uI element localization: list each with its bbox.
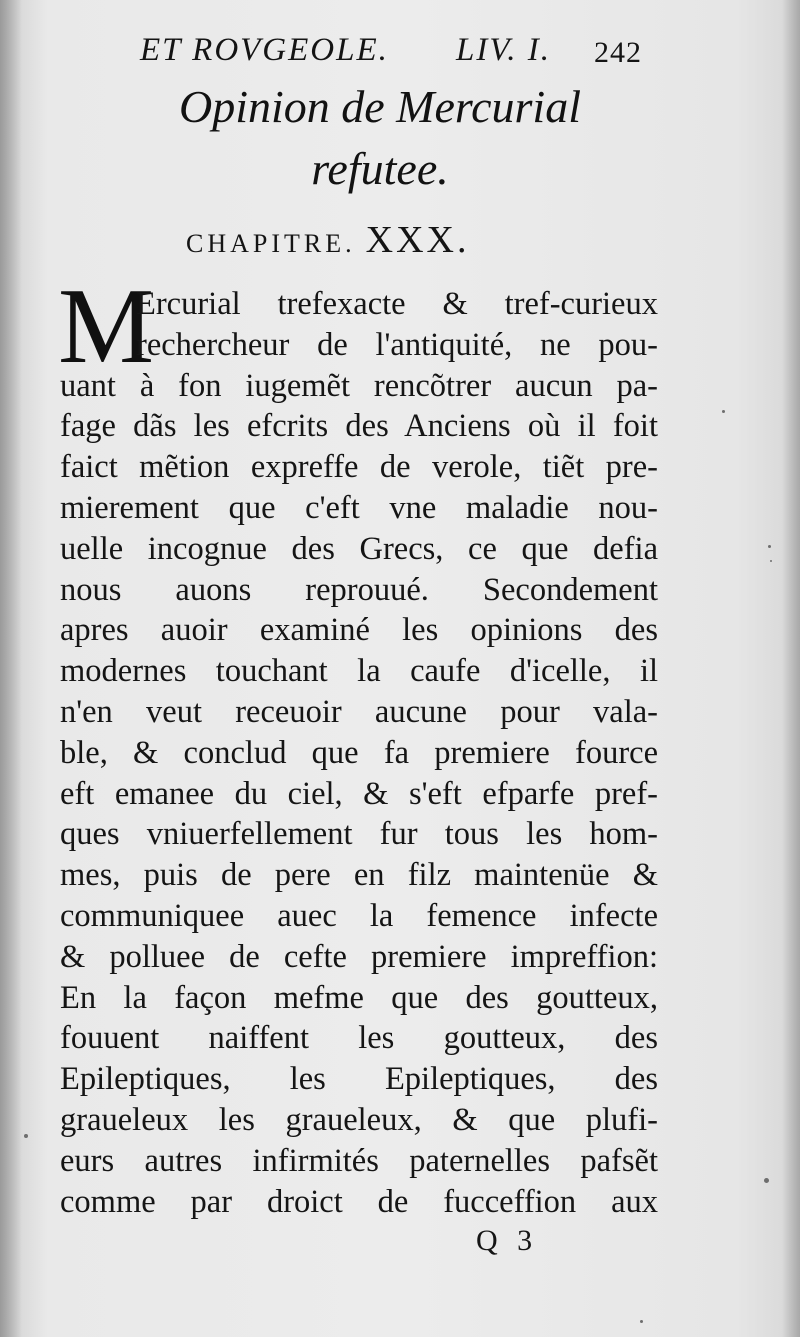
paper-speck [722, 410, 725, 413]
chapter-label-number: XXX. [365, 219, 470, 261]
text-line: comme par droict de fucceffion aux [60, 1183, 658, 1220]
text-line: Epileptiques, les Epileptiques, des [60, 1061, 658, 1098]
chapter-heading [120, 76, 640, 200]
text-line: modernes touchant la caufe d'icelle, il [60, 653, 658, 690]
text-line: fouuent naiffent les goutteux, des [60, 1020, 658, 1057]
text-line: fage dãs les efcrits des Anciens où il foit [60, 408, 658, 445]
text-line: & polluee de cefte premiere impreffion: [60, 938, 658, 975]
text-line: mierement que c'eft vne maladie nou- [60, 489, 658, 526]
chapter-heading-line-2: refutee. [311, 143, 449, 194]
text-line: mes, puis de pere en filz maintenüe & [60, 857, 658, 894]
chapter-label-word: CHAPITRE. [186, 229, 356, 258]
paper-speck [764, 1178, 769, 1183]
text-line: ques vniuerfellement fur tous les hom- [60, 816, 658, 853]
text-line: apres auoir examiné les opinions des [60, 612, 658, 649]
running-head-title: ET ROVGEOLE. [140, 32, 389, 68]
paper-speck [640, 1320, 643, 1323]
text-line: nous auons reprouué. Secondement [60, 571, 658, 608]
chapter-heading-line-1: Opinion de Mercurial [178, 81, 581, 132]
text-line: En la façon mefme que des goutteux, [60, 979, 658, 1016]
text-line: communiquee auec la femence infecte [60, 897, 658, 934]
text-line: uant à fon iugemẽt rencõtrer aucun pa- [60, 367, 658, 404]
drop-capital: M [58, 267, 155, 386]
text-line: eft emanee du ciel, & s'eft efparfe pref- [60, 775, 658, 812]
paper-speck [770, 560, 772, 562]
text-line: eurs autres infirmités paternelles pafsẽt [60, 1142, 658, 1179]
paper-speck [768, 545, 771, 548]
page-edge-shadow-left [0, 0, 22, 1337]
body-text [58, 267, 658, 1222]
text-line: rechercheur de l'antiquité, ne pou- [136, 326, 658, 363]
page-number: 242 [594, 36, 642, 69]
paper-speck [24, 1134, 28, 1138]
text-line: uelle incognue des Grecs, ce que defia [60, 530, 658, 567]
page-edge-shadow-right [782, 0, 800, 1337]
text-line: faict mẽtion expreffe de verole, tiẽt pre- [60, 449, 658, 486]
chapter-label [186, 218, 566, 262]
catchword-signature: Q 3 [476, 1224, 539, 1257]
running-head-book: LIV. I. [456, 32, 551, 68]
text-line: n'en veut receuoir aucune pour vala- [60, 693, 658, 730]
running-head [140, 32, 660, 76]
text-line: Ercurial trefexacte & tref-curieux [136, 286, 658, 322]
text-line: graueleux les graueleux, & que plufi- [60, 1101, 658, 1138]
text-line: ble, & conclud que fa premiere fource [60, 734, 658, 771]
